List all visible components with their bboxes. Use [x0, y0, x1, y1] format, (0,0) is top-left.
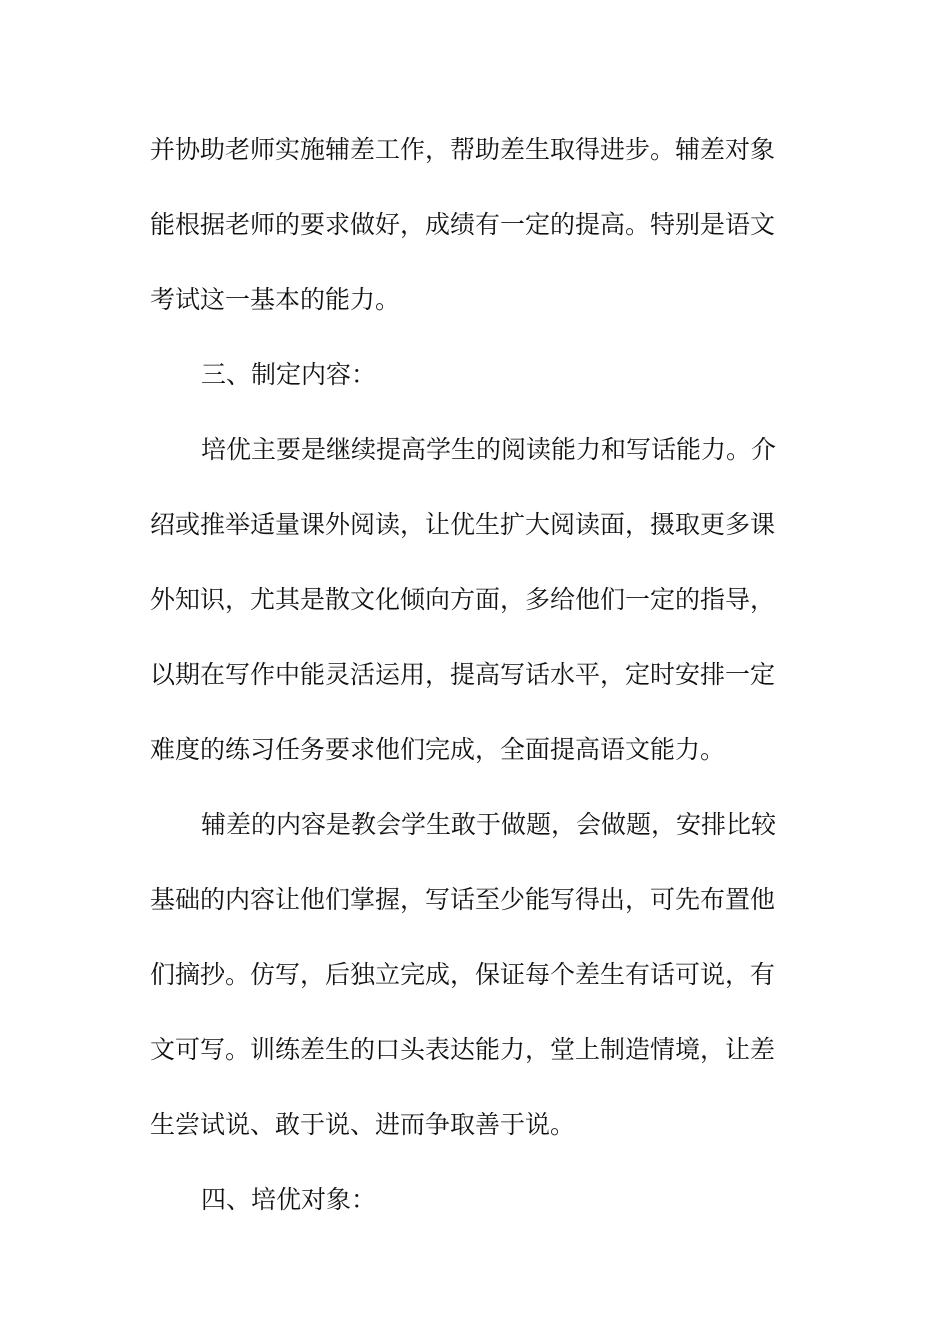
text-line: 难度的练习任务要求他们完成，全面提高语文能力。 [150, 735, 726, 764]
text-line: 文可写。训练差生的口头表达能力，堂上制造情境，让差 [150, 1035, 776, 1064]
text-line: 辅差的内容是教会学生敢于做题，会做题，安排比较 [201, 810, 777, 839]
text-line: 以期在写作中能灵活运用，提高写话水平，定时安排一定 [150, 660, 776, 689]
text-line: 绍或推举适量课外阅读，让优生扩大阅读面，摄取更多课 [150, 510, 776, 539]
text-line: 生尝试说、敢于说、进而争取善于说。 [150, 1110, 576, 1139]
section-heading-3: 三、制定内容： [201, 360, 377, 389]
section-heading-4: 四、培优对象： [201, 1185, 377, 1214]
text-line: 考试这一基本的能力。 [150, 285, 401, 314]
text-line: 外知识，尤其是散文化倾向方面，多给他们一定的指导， [150, 585, 776, 614]
text-line: 能根据老师的要求做好，成绩有一定的提高。特别是语文 [150, 210, 776, 239]
text-line: 基础的内容让他们掌握，写话至少能写得出，可先布置他 [150, 885, 776, 914]
text-line: 并协助老师实施辅差工作，帮助差生取得进步。辅差对象 [150, 135, 776, 164]
text-line: 培优主要是继续提高学生的阅读能力和写话能力。介 [201, 435, 777, 464]
text-line: 们摘抄。仿写，后独立完成，保证每个差生有话可说，有 [150, 960, 776, 989]
